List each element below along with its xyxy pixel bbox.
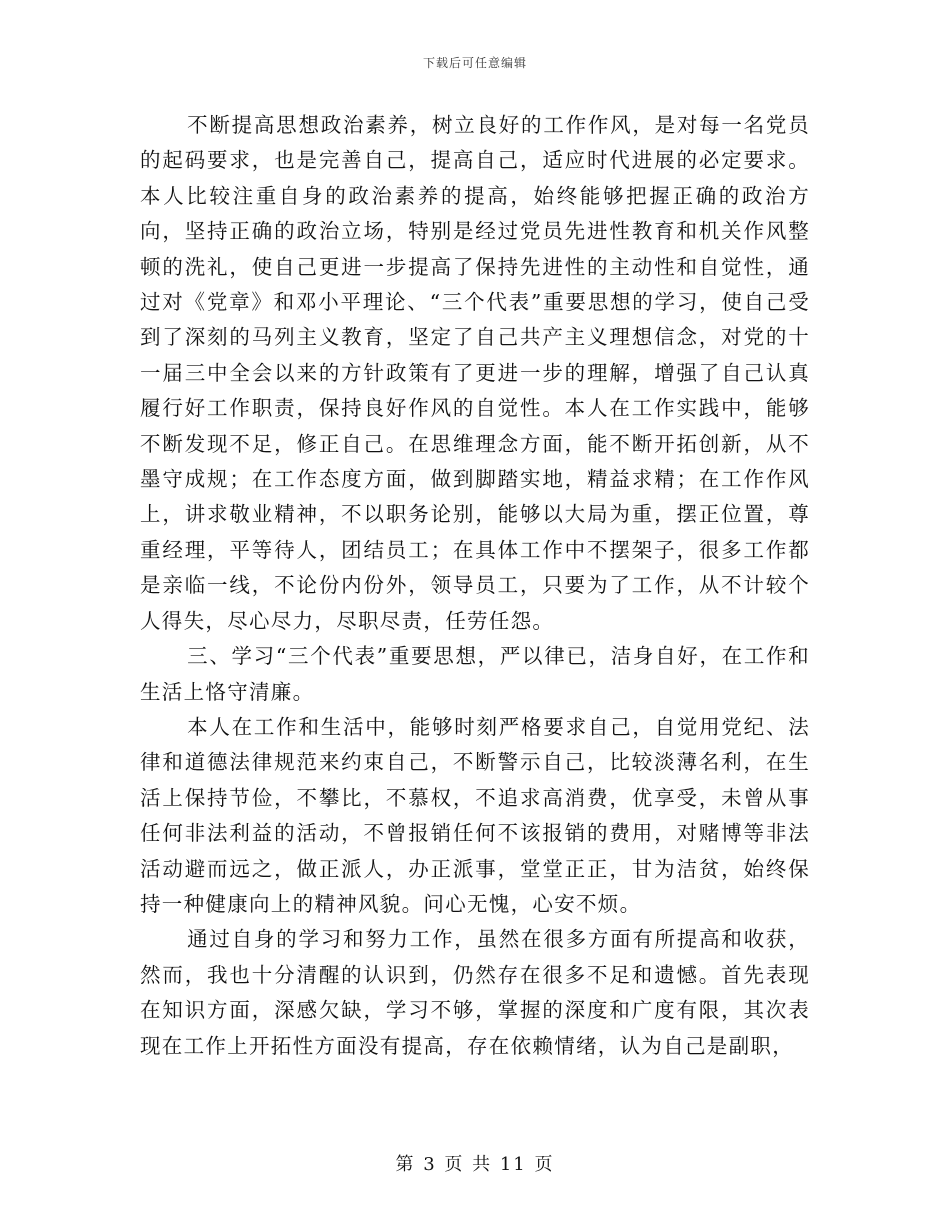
paragraph-shortcomings: 通过自身的学习和努力工作，虽然在很多方面有所提高和收获，然而，我也十分清醒的认识到，仍然存在很多不足和遗憾。首先表现在知识方面，深感欠缺，学习不够，掌握的深度和广度有限，其次表现在工作上开拓性方面没有提高，存在依赖情绪，认为自己是副职，	[140, 927, 810, 1058]
page-header-note: 下载后可任意编辑	[422, 56, 527, 70]
page-number-footer: 第 3 页 共 11 页	[395, 1154, 555, 1175]
paragraph-self-discipline: 本人在工作和生活中，能够时刻严格要求自己，自觉用党纪、法律和道德法律规范来约束自己，不断警示自己，比较淡薄名利，在生活上保持节俭，不攀比，不慕权，不追求高消费，优享受，未曾从事任何非法利益的活动，不曾报销任何不该报销的费用，对赌博等非法活动避而远之，做正派人，办正派事，堂堂正正，甘为洁贫，始终保持一种健康向上的精神风貌。问心无愧，心安不烦。	[140, 714, 810, 916]
section-heading-three: 三、学习“三个代表”重要思想，严以律已，洁身自好，在工作和生活上恪守清廉。	[140, 644, 810, 704]
document-body	[140, 108, 810, 1064]
paragraph-political-quality: 不断提高思想政治素养，树立良好的工作作风，是对每一名党员的起码要求，也是完善自己，提高自己，适应时代进展的必定要求。本人比较注重自身的政治素养的提高，始终能够把握正确的政治方向，坚持正确的政治立场，特别是经过党员先进性教育和机关作风整顿的洗礼，使自己更进一步提高了保持先进性的主动性和自觉性，通过对《党章》和邓小平理论、“三个代表”重要思想的学习，使自己受到了深刻的马列主义教育，坚定了自己共产主义理想信念，对党的十一届三中全会以来的方针政策有了更进一步的理解，增强了自己认真履行好工作职责，保持良好作风的自觉性。本人在工作实践中，能够不断发现不足，修正自己。在思维理念方面，能不断开拓创新，从不墨守成规；在工作态度方面，做到脚踏实地，精益求精；在工作作风上，讲求敬业精神，不以职务论别，能够以大局为重，摆正位置，尊重经理，平等待人，团结员工；在具体工作中不摆架子，很多工作都是亲临一线，不论份内份外，领导员工，只要为了工作，从不计较个人得失，尽心尽力，尽职尽责，任劳任怨。	[140, 113, 810, 633]
